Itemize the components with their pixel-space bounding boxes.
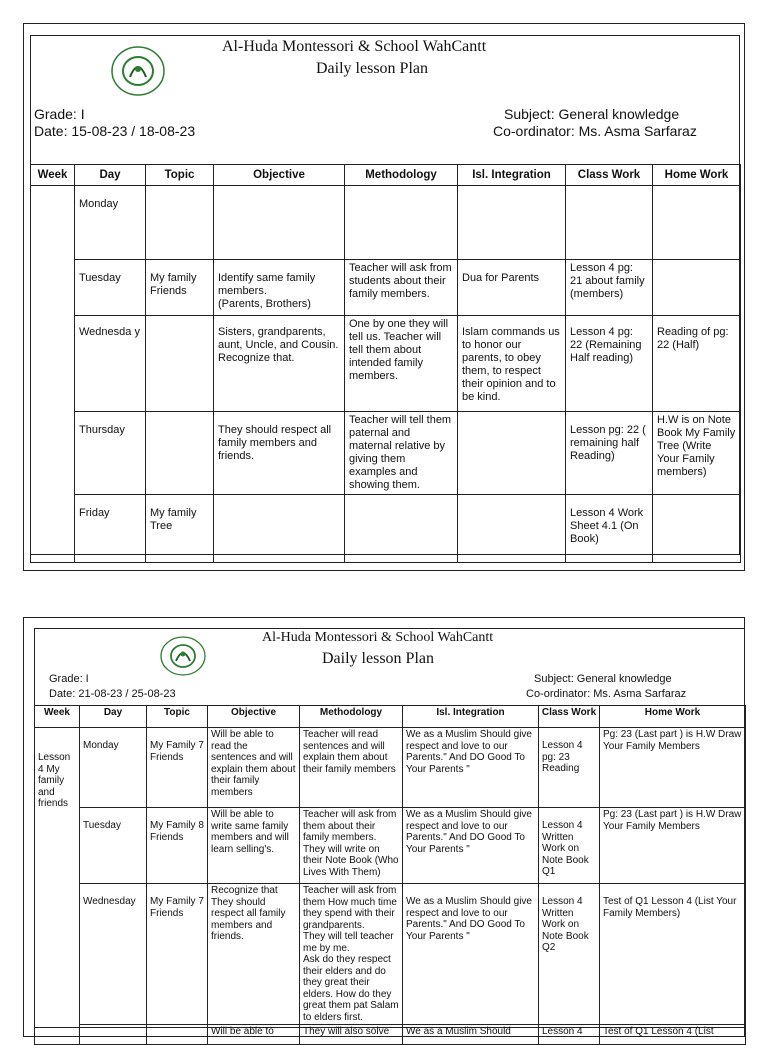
homework-cell: Pg: 23 (Last part ) is H.W Draw Your Family Members xyxy=(600,808,746,884)
table-header-row xyxy=(35,706,746,728)
homework-cell xyxy=(653,495,741,563)
objective-cell: Will be able to read the sentences and will explain them about their family members xyxy=(208,728,300,808)
header-objective: Objective xyxy=(214,165,345,186)
day-cell: Tuesday xyxy=(80,808,147,884)
homework-cell: Pg: 23 (Last part ) is H.W Draw Your Family Members xyxy=(600,728,746,808)
homework-cell: Test of Q1 Lesson 4 (List xyxy=(600,1025,746,1045)
topic-cell: My family Friends xyxy=(146,260,214,316)
grade-label: Grade: I xyxy=(34,106,85,122)
grade-label: Grade: I xyxy=(49,673,89,685)
methodology-cell: Teacher will ask from them How much time they spend with their grandparents. They will tell teacher me by me. Ask do they respect their elders and do they great their elders. How do they great them pat Salam to elders first. xyxy=(300,884,403,1025)
objective-cell: Will be able to xyxy=(208,1025,300,1045)
objective-cell: Identify same family members. (Parents, Brothers) xyxy=(214,260,345,316)
objective-cell xyxy=(214,495,345,563)
header-class-work: Class Work xyxy=(539,706,600,728)
table-row xyxy=(35,1025,746,1045)
classwork-cell xyxy=(566,186,653,260)
header-day: Day xyxy=(80,706,147,728)
classwork-cell: Lesson 4 xyxy=(539,1025,600,1045)
table-row xyxy=(31,495,741,563)
table-row xyxy=(35,808,746,884)
isl-cell: Islam commands us to honor our parents, to obey them, to respect their opinion and to be kind. xyxy=(458,316,566,412)
header-home-work: Home Work xyxy=(653,165,741,186)
header-day: Day xyxy=(75,165,146,186)
header-methodology: Methodology xyxy=(300,706,403,728)
header-methodology: Methodology xyxy=(345,165,458,186)
isl-cell: We as a Muslim Should give respect and love to our Parents." And DO Good To Your Parents " xyxy=(403,728,539,808)
school-name: Al-Huda Montessori & School WahCantt xyxy=(222,38,487,55)
school-logo xyxy=(156,634,210,678)
day-cell xyxy=(80,1025,147,1045)
school-name: Al-Huda Montessori & School WahCantt xyxy=(262,630,494,645)
header-topic: Topic xyxy=(146,165,214,186)
methodology-cell: Teacher will read sentences and will explain them about their family members xyxy=(300,728,403,808)
methodology-cell: Teacher will ask from students about their family members. xyxy=(345,260,458,316)
topic-cell xyxy=(146,412,214,495)
methodology-cell xyxy=(345,186,458,260)
methodology-cell: Teacher will tell them paternal and maternal relative by giving them examples and showing them. xyxy=(345,412,458,495)
classwork-cell: Lesson 4 Work Sheet 4.1 (On Book) xyxy=(566,495,653,563)
isl-cell xyxy=(458,186,566,260)
objective-cell: Will be able to write same family members and will learn selling's. xyxy=(208,808,300,884)
isl-cell: We as a Muslim Should xyxy=(403,1025,539,1045)
school-logo xyxy=(106,43,170,99)
homework-cell: Test of Q1 Lesson 4 (List Your Family Members) xyxy=(600,884,746,1025)
day-cell: Friday xyxy=(75,495,146,563)
classwork-cell: Lesson pg: 22 ( remaining half Reading) xyxy=(566,412,653,495)
isl-cell: We as a Muslim Should give respect and love to our Parents." And DO Good To Your Parents " xyxy=(403,884,539,1025)
date-label: Date: 21-08-23 / 25-08-23 xyxy=(49,688,176,700)
week-cell xyxy=(31,186,75,563)
classwork-cell: Lesson 4 pg: 21 about family (members) xyxy=(566,260,653,316)
lesson-plan-table-1 xyxy=(30,164,741,563)
methodology-cell xyxy=(345,495,458,563)
topic-cell: My Family 8 Friends xyxy=(147,808,208,884)
day-cell: Thursday xyxy=(75,412,146,495)
table-row xyxy=(35,728,746,808)
header-week: Week xyxy=(35,706,80,728)
day-cell: Monday xyxy=(80,728,147,808)
header-topic: Topic xyxy=(147,706,208,728)
header-class-work: Class Work xyxy=(566,165,653,186)
isl-cell: We as a Muslim Should give respect and love to our Parents." And DO Good To Your Parents " xyxy=(403,808,539,884)
isl-cell xyxy=(458,412,566,495)
coordinator-label: Co-ordinator: Ms. Asma Sarfaraz xyxy=(526,688,687,700)
objective-cell: They should respect all family members and friends. xyxy=(214,412,345,495)
methodology-cell: Teacher will ask from them about their family members. They will write on their Note Book (Who Lives With Them) xyxy=(300,808,403,884)
coordinator-label: Co-ordinator: Ms. Asma Sarfaraz xyxy=(493,123,697,139)
subject-label: Subject: General knowledge xyxy=(504,106,680,122)
topic-cell xyxy=(147,1025,208,1045)
methodology-cell: They will also solve xyxy=(300,1025,403,1045)
date-label: Date: 15-08-23 / 18-08-23 xyxy=(34,123,196,139)
doc-title: Daily lesson Plan xyxy=(322,650,434,667)
table-row xyxy=(31,260,741,316)
topic-cell xyxy=(146,186,214,260)
table-row xyxy=(31,412,741,495)
day-cell: Wednesda y xyxy=(75,316,146,412)
table-header-row xyxy=(31,165,741,186)
objective-cell: Sisters, grandparents, aunt, Uncle, and Cousin. Recognize that. xyxy=(214,316,345,412)
objective-cell: Recognize that They should respect all family members and friends. xyxy=(208,884,300,1025)
classwork-cell: Lesson 4 pg: 23 Reading xyxy=(539,728,600,808)
header-isl-integration: Isl. Integration xyxy=(458,165,566,186)
objective-cell xyxy=(214,186,345,260)
homework-cell xyxy=(653,260,741,316)
classwork-cell: Lesson 4 Written Work on Note Book Q2 xyxy=(539,884,600,1025)
day-cell: Tuesday xyxy=(75,260,146,316)
day-cell: Monday xyxy=(75,186,146,260)
topic-cell xyxy=(146,316,214,412)
header-objective: Objective xyxy=(208,706,300,728)
header-isl-integration: Isl. Integration xyxy=(403,706,539,728)
header-week: Week xyxy=(31,165,75,186)
header-home-work: Home Work xyxy=(600,706,746,728)
topic-cell: My Family 7 Friends xyxy=(147,884,208,1025)
isl-cell: Dua for Parents xyxy=(458,260,566,316)
day-cell: Wednesday xyxy=(80,884,147,1025)
table-row xyxy=(31,186,741,260)
topic-cell: My Family 7 Friends xyxy=(147,728,208,808)
classwork-cell: Lesson 4 pg: 22 (Remaining Half reading) xyxy=(566,316,653,412)
homework-cell xyxy=(653,186,741,260)
week-cell: Lesson 4 My family and friends xyxy=(35,728,80,1045)
isl-cell xyxy=(458,495,566,563)
doc-title: Daily lesson Plan xyxy=(316,60,428,77)
table-row xyxy=(31,316,741,412)
homework-cell: Reading of pg: 22 (Half) xyxy=(653,316,741,412)
subject-label: Subject: General knowledge xyxy=(534,673,672,685)
lesson-plan-table-2 xyxy=(34,705,746,1045)
topic-cell: My family Tree xyxy=(146,495,214,563)
methodology-cell: One by one they will tell us. Teacher will tell them about intended family members. xyxy=(345,316,458,412)
table-row xyxy=(35,884,746,1025)
classwork-cell: Lesson 4 Written Work on Note Book Q1 xyxy=(539,808,600,884)
homework-cell: H.W is on Note Book My Family Tree (Write Your Family members) xyxy=(653,412,741,495)
